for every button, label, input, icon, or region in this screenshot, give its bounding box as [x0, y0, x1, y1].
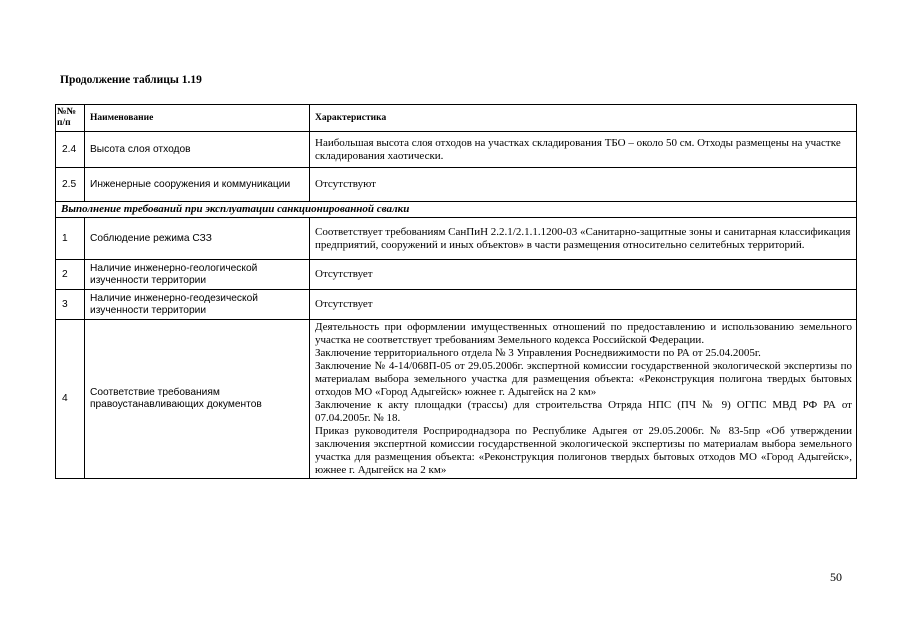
- row-value: Отсутствует: [310, 260, 857, 290]
- table-row: [56, 290, 857, 320]
- table-header-row: [56, 105, 857, 132]
- row-name: Высота слоя отходов: [85, 132, 310, 168]
- header-characteristic: Характеристика: [310, 105, 857, 132]
- row-value: [310, 320, 857, 479]
- header-number: №№ п/п: [56, 105, 85, 132]
- row-number: 3: [56, 290, 85, 320]
- row-number: 1: [56, 218, 85, 260]
- row-number: 4: [56, 320, 85, 479]
- document-paragraph: Заключение территориального отдела № 3 Управления Роснедвижимости по РА от 25.04.2005г.: [315, 347, 761, 359]
- page-number: 50: [830, 570, 842, 584]
- row-name: Инженерные сооружения и коммуникации: [85, 168, 310, 202]
- document-paragraph: Заключение № 4-14/068П-05 от 29.05.2006г. экспертной комиссии государственной экологической экспертизы по материалам выбора земельного участка для размещения объекта: «Реконструкция полигона твердых бытовых отходов МО «Город Адыгейск» южнее г. Адыгейск на 2 км»: [315, 360, 852, 398]
- table-row: [56, 132, 857, 168]
- row-number: 2: [56, 260, 85, 290]
- row-name: Соответствие требованиям правоустанавливающих документов: [85, 320, 310, 479]
- section-title: Выполнение требований при эксплуатации санкционированной свалки: [56, 202, 857, 218]
- row-value: Соответствует требованиям СанПиН 2.2.1/2.1.1.1200-03 «Санитарно-защитные зоны и санитарная классификация предприятий, сооружений и иных объектов» в части размещения относительно селитебных территорий.: [310, 218, 857, 260]
- row-name: Наличие инженерно-геодезической изученности территории: [85, 290, 310, 320]
- row-name: Соблюдение режима СЗЗ: [85, 218, 310, 260]
- section-row: [56, 202, 857, 218]
- document-paragraph: Деятельность при оформлении имущественных отношений по предоставлению и использованию земельного участка не соответствует требованиям Земельного кодекса Российской Федерации.: [315, 321, 852, 346]
- row-name: Наличие инженерно-геологической изученности территории: [85, 260, 310, 290]
- row-number: 2.4: [56, 132, 85, 168]
- table-row: [56, 260, 857, 290]
- table-row: [56, 168, 857, 202]
- row-value: Наибольшая высота слоя отходов на участках складирования ТБО – около 50 см. Отходы размещены на участке складирования хаотически.: [310, 132, 857, 168]
- characteristics-table: [55, 104, 857, 479]
- table-row: [56, 218, 857, 260]
- document-paragraph: Заключение к акту площадки (трассы) для строительства Отряда НПС (ПЧ № 9) ОГПС МВД РФ РА от 07.04.2005г. № 18.: [315, 399, 852, 424]
- table-row: [56, 320, 857, 479]
- row-value: Отсутствует: [310, 290, 857, 320]
- row-value: Отсутствуют: [310, 168, 857, 202]
- row-number: 2.5: [56, 168, 85, 202]
- table-caption: Продолжение таблицы 1.19: [60, 74, 202, 86]
- document-paragraph: Приказ руководителя Росприроднадзора по Республике Адыгея от 29.05.2006г. № 83-5пр «Об утверждении заключения экспертной комиссии государственной экологической экспертизы по материалам выбора земельного участка для размещения объекта: «Реконструкция полигонов твердых бытовых отходов МО «Город Адыгейск», южнее г. Адыгейск на 2 км»: [315, 425, 852, 476]
- header-name: Наименование: [85, 105, 310, 132]
